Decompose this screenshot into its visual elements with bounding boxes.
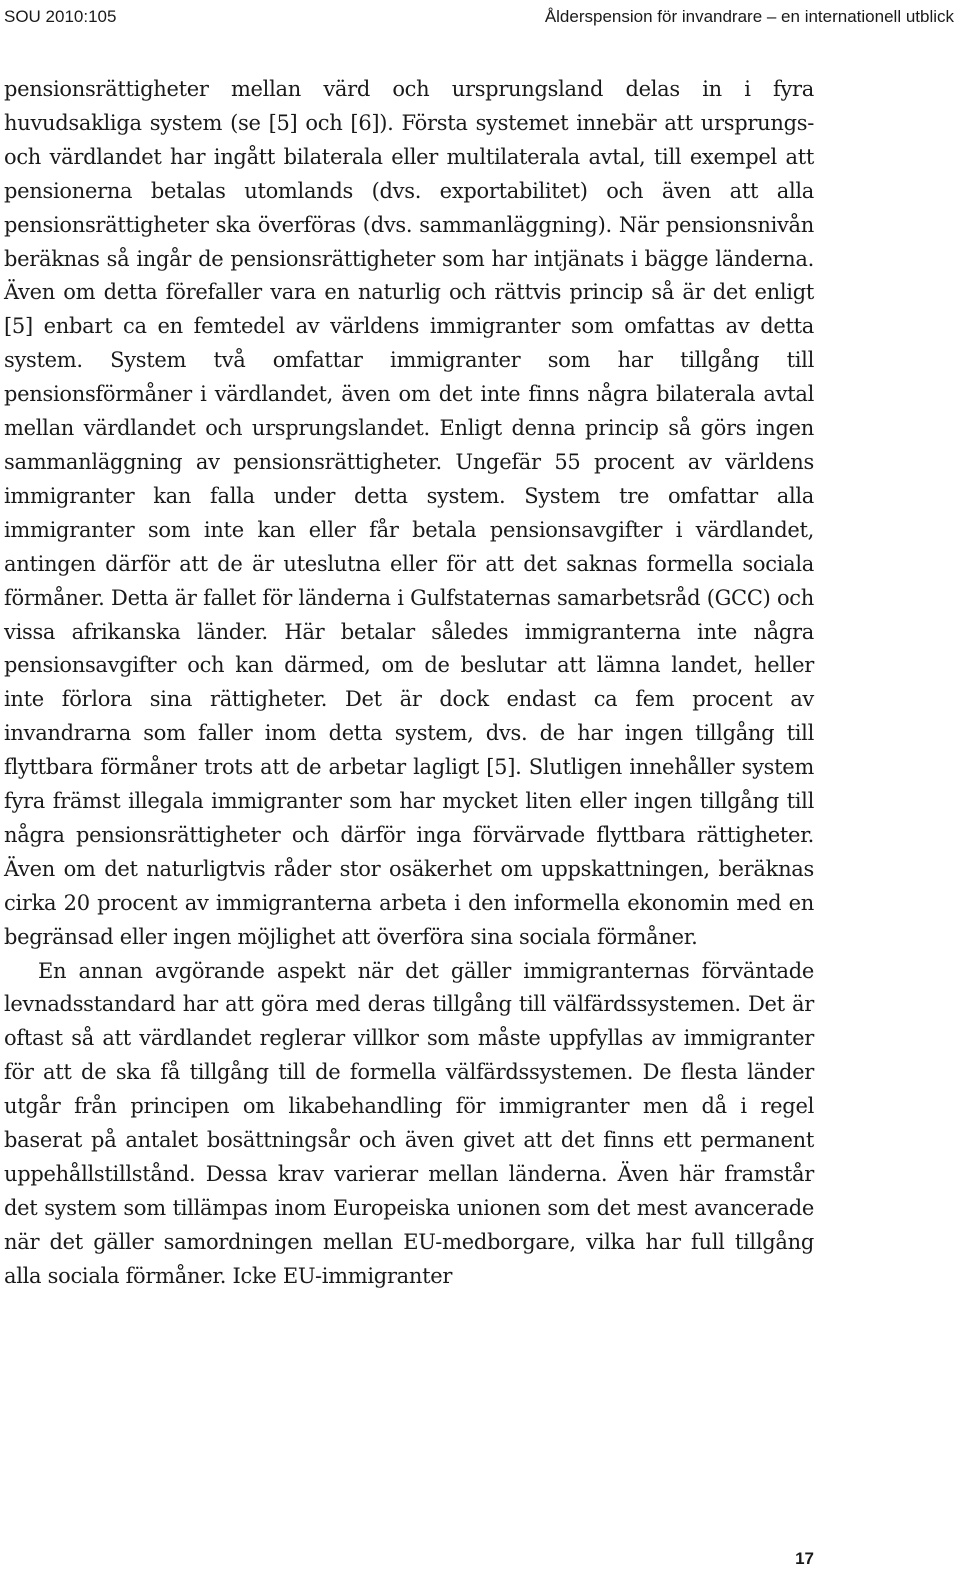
page-number: 17 <box>795 1549 814 1568</box>
body-text <box>4 73 814 1294</box>
paragraph: En annan avgörande aspekt när det gäller immigranternas förväntade levnadsstandard har att göra med deras tillgång till välfärdssystemen. Det är oftast så att värdlandet reglerar villkor som måste uppfyllas av immigranter för att de ska få tillgång till de formella välfärdssystemen. De flesta länder utgår från principen om likabehandling för immigranter men då i regel baserat på antalet bosättningsår och även givet att det finns ett permanent uppehållstillstånd. Dessa krav varierar mellan länderna. Även här framstår det system som tillämpas inom Europeiska unionen som det mest avancerade när det gäller samordningen mellan EU-medborgare, vilka har full tillgång alla sociala förmåner. Icke EU-immigranter <box>4 958 814 1288</box>
running-header <box>0 6 960 28</box>
chapter-title: Ålderspension för invandrare – en internationell utblick <box>544 7 954 26</box>
report-id: SOU 2010:105 <box>4 7 117 26</box>
paragraph: pensionsrättigheter mellan värd och ursprungsland delas in i fyra huvudsakliga system (se [5] och [6]). Första systemet innebär att ursprungs- och värdlandet har ingått bilaterala eller multilaterala avtal, till exempel att pensionerna betalas utomlands (dvs. exportabilitet) och även att alla pensionsrättigheter ska överföras (dvs. sammanläggning). När pensionsnivån beräknas så ingår de pensionsrättigheter som har intjänats i bägge länderna. Även om detta förefaller vara en naturlig och rättvis princip så är det enligt [5] enbart ca en femtedel av världens immigranter som omfattas av detta system. System två omfattar immigranter som har tillgång till pensionsförmåner i värdlandet, även om det inte finns några bilaterala avtal mellan värdlandet och ursprungslandet. Enligt denna princip så görs ingen sammanläggning av pensionsrättigheter. Ungefär 55 procent av världens immigranter kan falla under detta system. System tre omfattar alla immigranter som inte kan eller får betala pensionsavgifter i värdlandet, antingen därför att de är uteslutna eller för att det saknas formella sociala förmåner. Detta är fallet för länderna i Gulfstaternas samarbetsråd (GCC) och vissa afrikanska länder. Här betalar således immigranterna inte några pensionsavgifter och kan därmed, om de beslutar att lämna landet, heller inte förlora sina rättigheter. Det är dock endast ca fem procent av invandrarna som faller inom detta system, dvs. de har ingen tillgång till flyttbara förmåner trots att de arbetar lagligt [5]. Slutligen innehåller system fyra främst illegala immigranter som har mycket liten eller ingen tillgång till några pensionsrättigheter och därför inga förvärvade flyttbara rättigheter. Även om det naturligtvis råder stor osäkerhet om uppskattningen, beräknas cirka 20 procent av immigranterna arbeta i den informella ekonomin med en begränsad eller ingen möjlighet att överföra sina sociala förmåner. <box>4 77 814 949</box>
